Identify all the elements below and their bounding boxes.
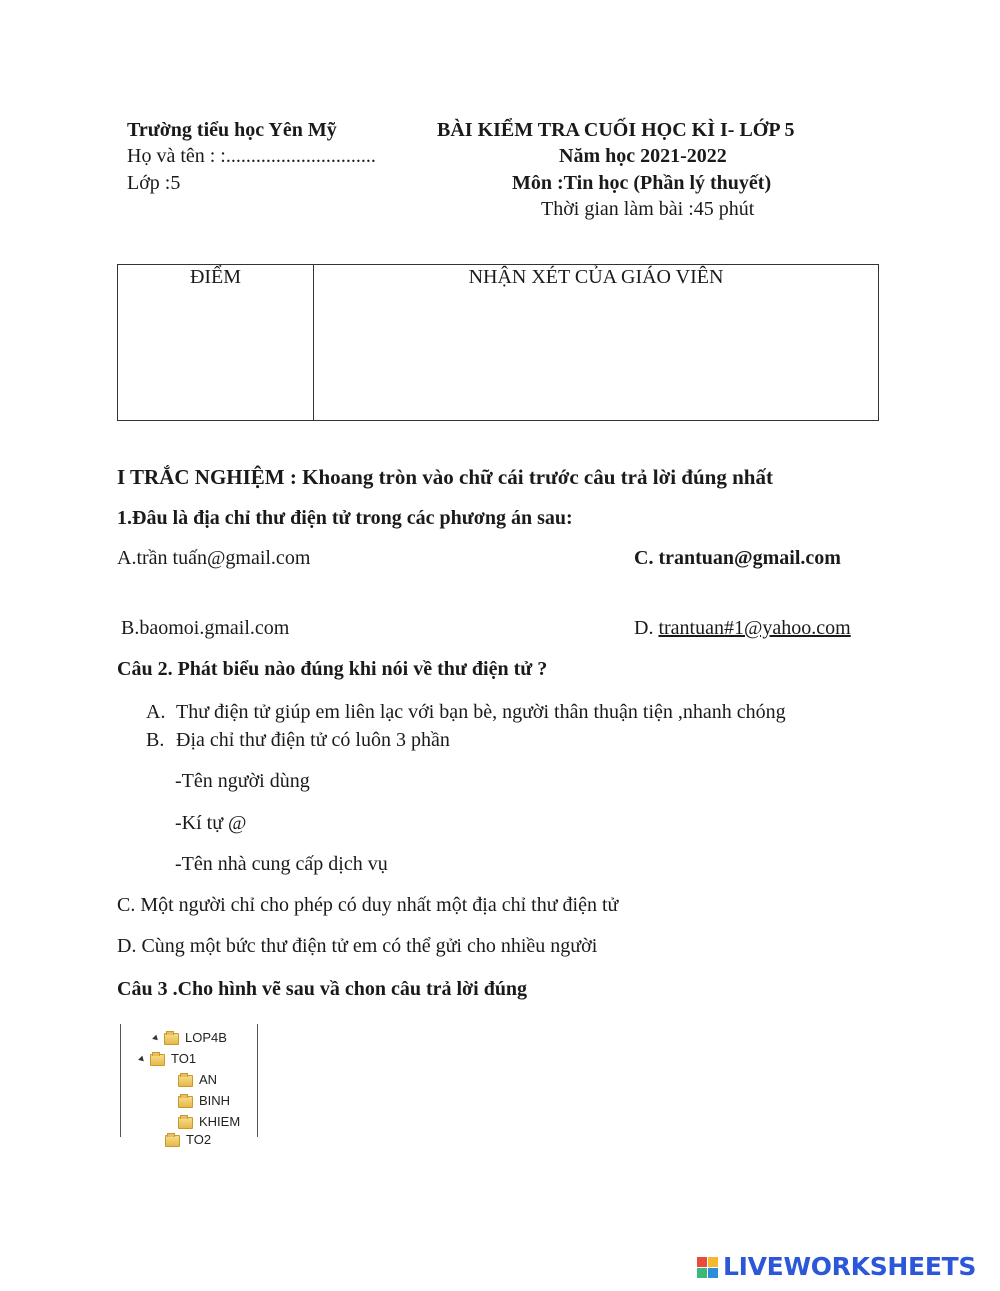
comment-header: NHẬN XÉT CỦA GIÁO VIÊN [468, 266, 724, 288]
q2-option-c[interactable]: C. Một người chỉ cho phép có duy nhất một địa chỉ thư điện tử [117, 894, 619, 916]
tree-node-leaf [178, 1114, 240, 1130]
q2-option-b-item: -Tên người dùng [175, 770, 310, 792]
liveworksheets-logo-icon [697, 1257, 719, 1279]
duration: Thời gian làm bài :45 phút [541, 198, 755, 220]
q2-option-a-text: Thư điện tử giúp em liên lạc với bạn bè, người thân thuận tiện ,nhanh chóng [176, 701, 786, 723]
tree-node-root [153, 1030, 227, 1046]
q2-option-b-item: -Tên nhà cung cấp dịch vụ [175, 853, 388, 875]
folder-icon [178, 1075, 193, 1087]
subject: Môn :Tin học (Phần lý thuyết) [512, 172, 772, 194]
tree-node-label: TO2 [186, 1132, 212, 1147]
score-cell[interactable] [118, 265, 314, 420]
tree-node-label: BINH [199, 1093, 231, 1108]
teacher-comment-cell[interactable] [314, 265, 878, 420]
q1-option-d-letter: D. [634, 617, 659, 639]
tree-node-label: LOP4B [185, 1030, 227, 1045]
folder-icon [164, 1033, 179, 1045]
class-line: Lớp :5 [127, 172, 181, 194]
liveworksheets-wordmark: LIVEWORKSHEETS [723, 1252, 977, 1281]
question-1: 1.Đâu là địa chỉ thư điện tử trong các phương án sau: [117, 507, 573, 529]
school-year: Năm học 2021-2022 [559, 145, 727, 167]
folder-tree-image [120, 1024, 258, 1147]
school-name: Trường tiểu học Yên Mỹ [127, 119, 337, 141]
tree-node-label: KHIEM [199, 1114, 241, 1129]
q2-option-b[interactable] [146, 729, 450, 752]
folder-icon [178, 1117, 193, 1129]
q1-option-d-email: trantuan#1@yahoo.com [658, 617, 851, 639]
tree-node-partial [165, 1132, 211, 1148]
q2-option-d[interactable]: D. Cùng một bức thư điện tử em có thể gửi cho nhiều người [117, 935, 598, 957]
tree-node-label: AN [199, 1072, 218, 1087]
tree-node-leaf [178, 1072, 217, 1088]
q2-option-b-text: Địa chỉ thư điện tử có luôn 3 phần [176, 729, 450, 751]
q2-option-b-item: -Kí tự @ [175, 812, 247, 834]
q1-option-d[interactable] [634, 617, 851, 640]
folder-icon [178, 1096, 193, 1108]
folder-icon [165, 1135, 180, 1147]
q1-option-c[interactable]: C. trantuan@gmail.com [634, 547, 841, 569]
q2-option-a[interactable] [146, 701, 786, 724]
section-title: I TRẮC NGHIỆM : Khoang tròn vào chữ cái trước câu trả lời đúng nhất [117, 465, 773, 489]
folder-icon [150, 1054, 165, 1066]
q1-option-a[interactable]: A.trần tuấn@gmail.com [117, 547, 311, 569]
q1-option-b[interactable]: B.baomoi.gmail.com [121, 617, 290, 639]
question-2: Câu 2. Phát biểu nào đúng khi nói về thư điện tử ? [117, 658, 548, 680]
q2-option-a-letter: A. [146, 701, 166, 723]
exam-title: BÀI KIỂM TRA CUỐI HỌC KÌ I- LỚP 5 [437, 119, 795, 141]
expand-arrow-icon [152, 1035, 160, 1043]
question-3: Câu 3 .Cho hình vẽ sau vầ chon câu trả lời đúng [117, 978, 528, 1000]
tree-node-child [153, 1051, 196, 1067]
q2-option-b-letter: B. [146, 729, 165, 751]
student-name-line: Họ và tên : :.............................. [127, 145, 376, 167]
expand-arrow-icon [138, 1056, 146, 1064]
tree-node-leaf [178, 1093, 230, 1109]
score-header: ĐIỂM [189, 266, 242, 288]
score-table [117, 264, 879, 421]
tree-node-label: TO1 [171, 1051, 197, 1066]
